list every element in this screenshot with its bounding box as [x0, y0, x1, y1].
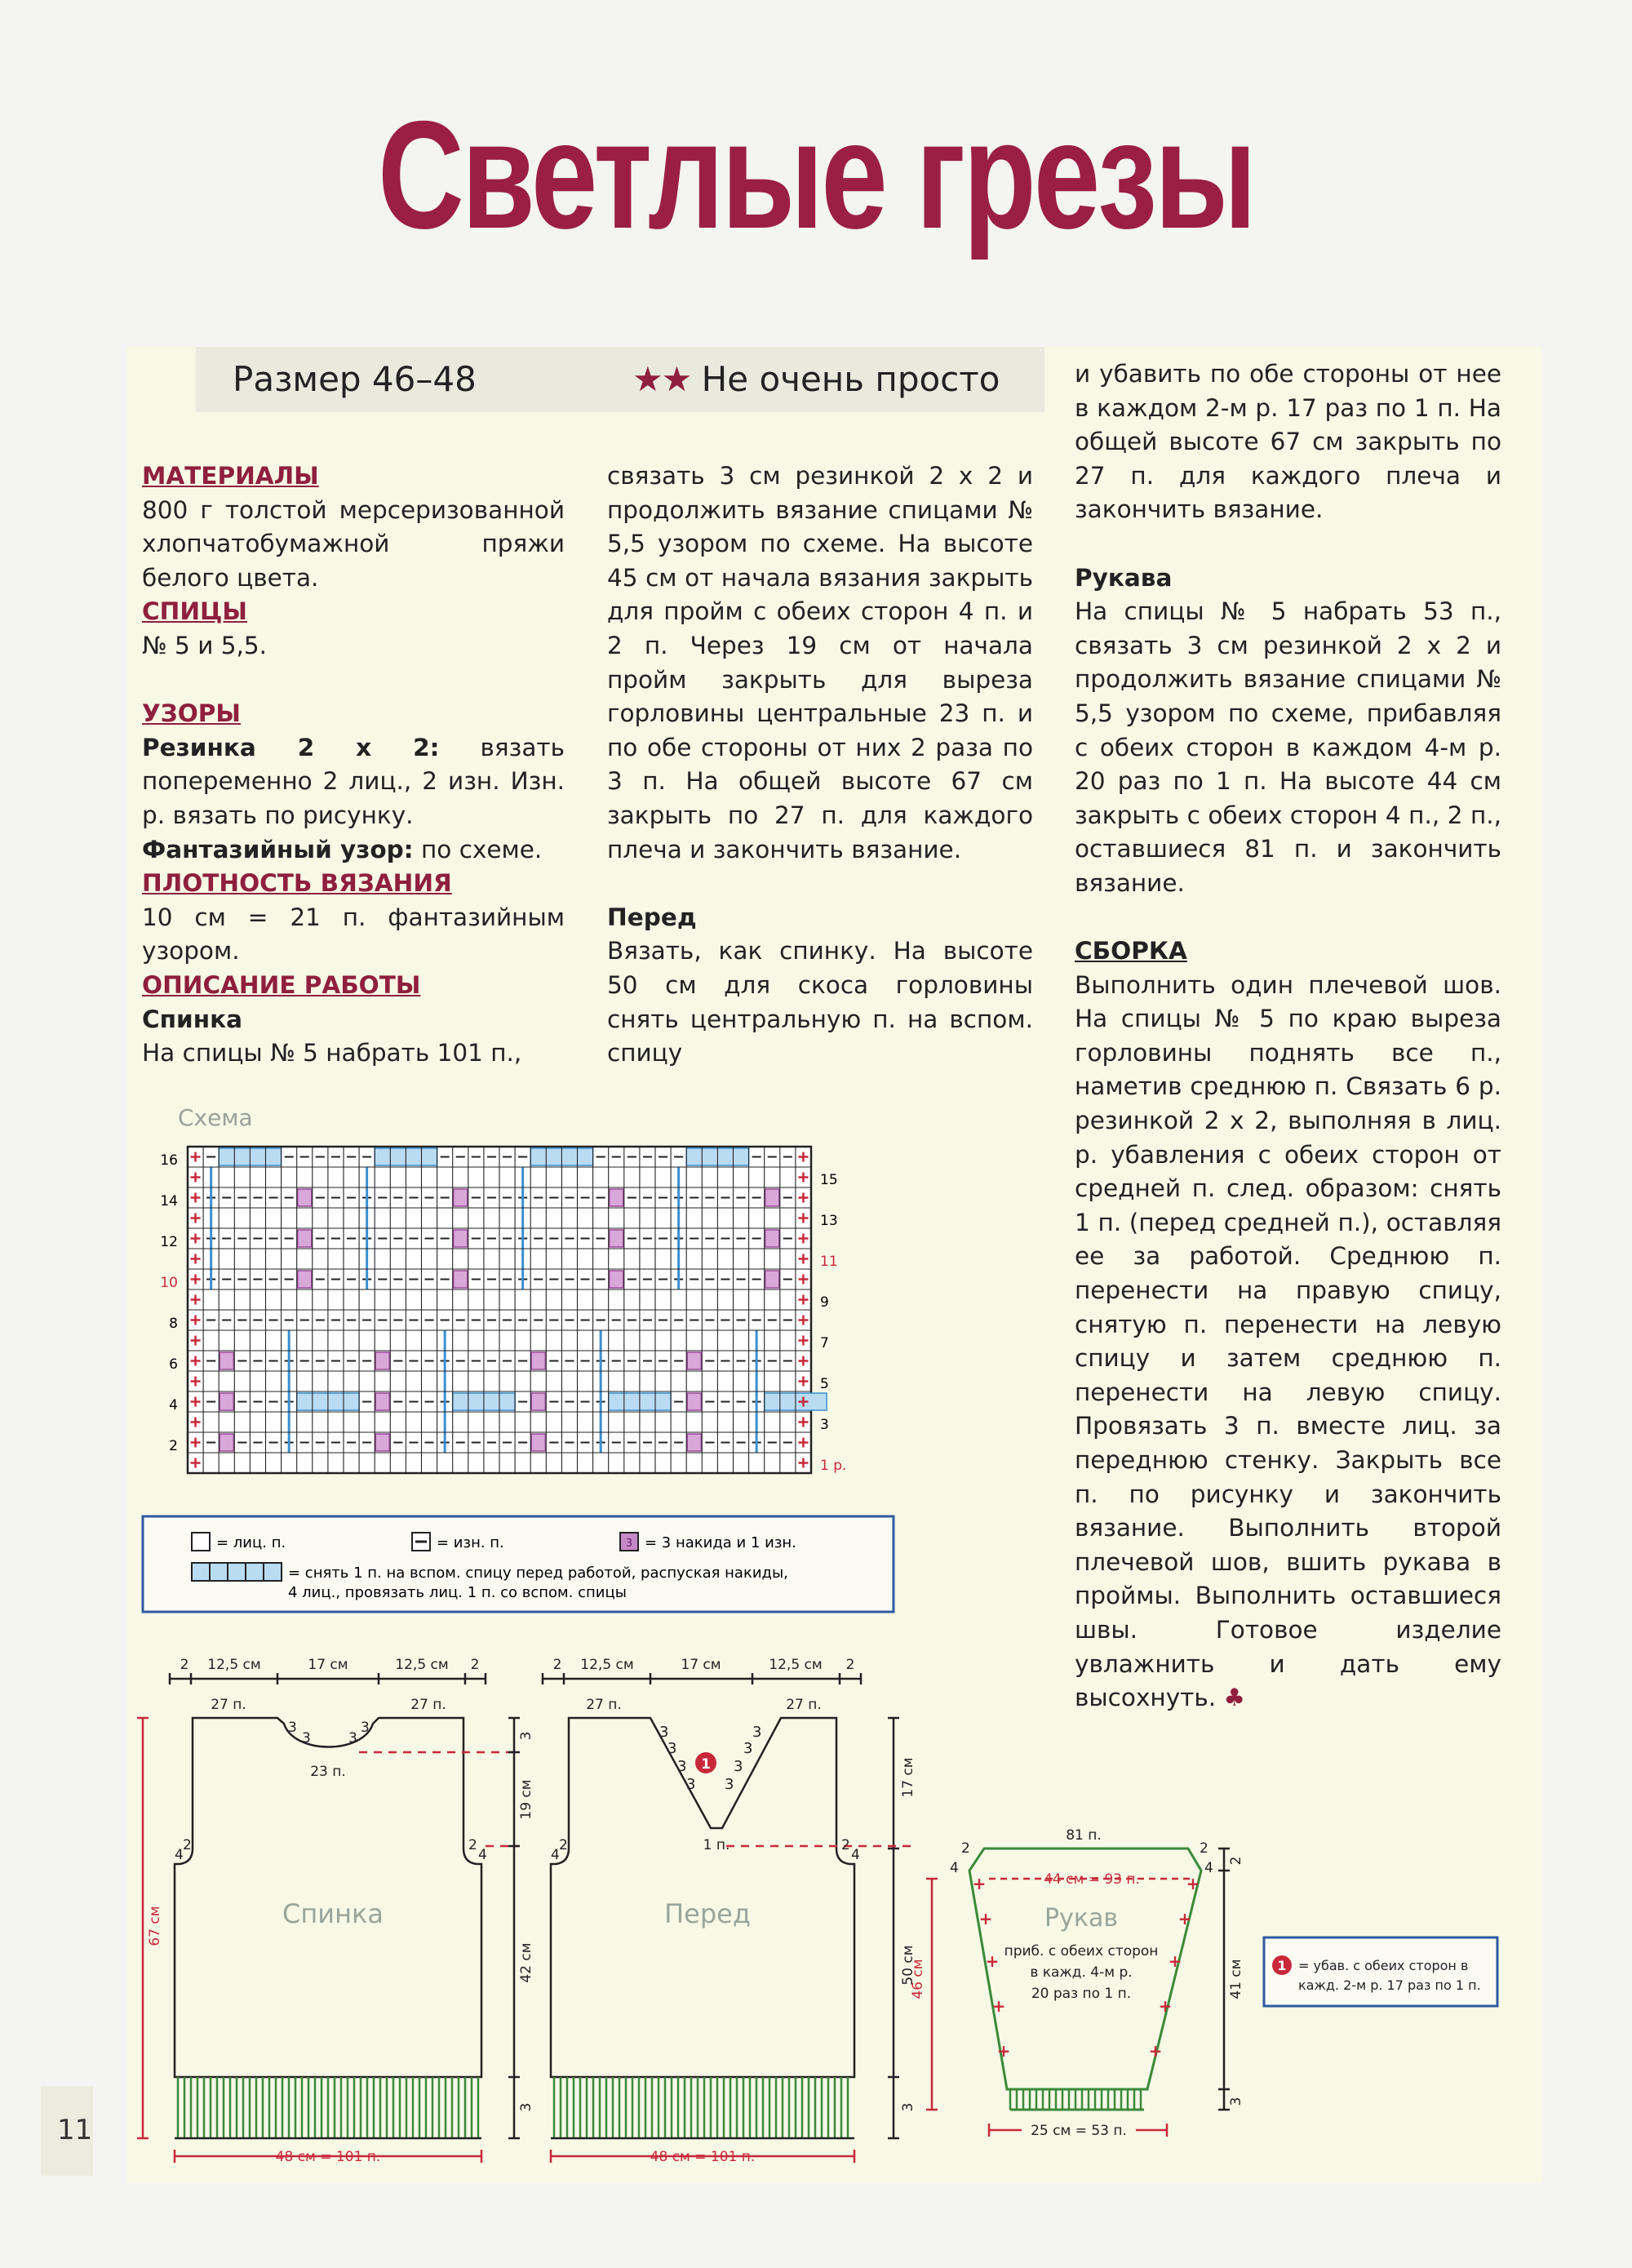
rib-label: Резинка 2 х 2: [142, 733, 440, 761]
assembly-body: Выполнить один плечевой шов. На спицы № 5 по краю выреза горловины поднять все п., наметив среднюю п. Связать 6 р. резинкой 2 х 2, выполняя в лиц. р. убавления с обеих сторон от средней п. след. образом: снять 1 п. (перед средней п.), оставляя ее за работой. Среднюю п. перенести на правую спицу, снятую п. перенести на левую спицу и затем среднюю п. перенести на левую спицу. Провязать 3 п. вместе лиц. за переднюю стенку. Закрыть все п. по рисунку и закончить вязание. Выполнить второй плечевой шов, вшить рукава в проймы. Выполнить оставшиеся швы. Готовое изделие увлажнить и дать ему высохнуть. [1075, 970, 1501, 1712]
back-dim-edge: 2 [180, 1657, 189, 1673]
chart-grid [188, 1147, 827, 1473]
row-label-right: 7 [820, 1335, 829, 1351]
sleeve-height-rib: 3 [1228, 2097, 1244, 2106]
fancy-text: по схеме. [420, 835, 543, 863]
back-ribbing [178, 2077, 478, 2138]
front-center-stitch: 1 п. [703, 1837, 730, 1853]
note-line-2: кажд. 2-м р. 17 раз по 1 п. [1298, 1977, 1481, 1993]
svg-text:3: 3 [743, 1740, 753, 1757]
legend-yo: = 3 накида и 1 изн. [645, 1534, 796, 1551]
front-shoulder-left: 27 п. [586, 1697, 622, 1713]
sleeve-inc-line2: в кажд. 4-м р. [1030, 1964, 1133, 1981]
legend-slip-2: 4 лиц., провязать лиц. 1 п. со вспом. спицы [288, 1584, 627, 1601]
svg-text:3: 3 [667, 1740, 677, 1757]
back-schematic [139, 1640, 534, 2171]
sleeve-width-mid: 44 см = 93 п. [1044, 1871, 1140, 1888]
front-arm-step: 4 [851, 1847, 860, 1863]
column-1 [142, 459, 565, 1071]
row-label-left: 16 [160, 1152, 178, 1169]
svg-text:3: 3 [752, 1724, 762, 1741]
legend-knit-symbol [192, 1533, 210, 1551]
svg-text:3: 3 [686, 1776, 696, 1793]
sleeve-inc-line3: 20 раз по 1 п. [1031, 1986, 1132, 2002]
row-label-left: 12 [160, 1234, 178, 1250]
back-height-body: 42 см [518, 1942, 534, 1983]
legend-purl: = изн. п. [437, 1534, 504, 1551]
row-label-right: 13 [820, 1213, 838, 1229]
back-shoulder-right: 27 п. [410, 1697, 446, 1713]
needles-text: № 5 и 5,5. [142, 631, 268, 659]
front-arm-step: 2 [559, 1837, 568, 1853]
back-heading: Спинка [142, 1005, 243, 1033]
front-arm-step: 4 [551, 1847, 560, 1863]
svg-text:+: + [1168, 1951, 1182, 1971]
page-title: Светлые грезы [377, 89, 1255, 260]
svg-text:+: + [991, 1996, 1006, 2016]
row-label-right: 1 р. [820, 1458, 847, 1474]
patterns-heading: УЗОРЫ [142, 699, 241, 728]
sleeve-step: 2 [1200, 1840, 1208, 1857]
row-label-right: 3 [820, 1417, 829, 1433]
svg-text:+: + [978, 1909, 993, 1928]
materials-heading: МАТЕРИАЛЫ [142, 462, 319, 490]
back-arm-step: 2 [468, 1837, 477, 1853]
front-height-body: 50 см [900, 1945, 916, 1986]
sleeve-step: 4 [1204, 1860, 1213, 1876]
sleeves-text: На спицы № 5 набрать 53 п., связать 3 см резинкой 2 х 2 и продолжить вязание спицами № 5,5 узором по схеме, прибавляя с обеих сторон в каждом 4-м р. 20 раз по 1 п. На высоте 44 см закрыть с обеих сторон 4 п., 2 п., оставшиеся 81 п. и закончить вязание. [1075, 597, 1501, 897]
back-start-text: На спицы № 5 набрать 101 п., [142, 1039, 522, 1067]
row-label-left: 8 [169, 1316, 178, 1332]
sleeve-height-body: 41 см [1228, 1959, 1244, 1999]
needles-heading: СПИЦЫ [142, 597, 247, 626]
description-heading: ОПИСАНИЕ РАБОТЫ [142, 970, 421, 999]
note-line-1: = убав. с обеих сторон в [1298, 1958, 1469, 1973]
svg-text:+: + [1177, 1909, 1192, 1928]
front-label: Перед [664, 1898, 751, 1929]
column-2 [607, 459, 1033, 1071]
front-arm-step: 2 [841, 1837, 850, 1853]
sleeve-step: 2 [961, 1840, 970, 1857]
sleeve-height-cap: 2 [1228, 1856, 1244, 1866]
back-continuation: связать 3 см резинкой 2 х 2 и продолжить вязание спицами № 5,5 узором по схеме. На высоте 45 см от начала вязания закрыть для пройм с обеих сторон 4 п. и 2 п. Через 19 см от начала пройм закрыть для выреза горловины центральные 23 п. и по обе стороны от них 2 раза по 3 п. На общей высоте 67 см закрыть по 27 п. для каждого плеча и закончить вязание. [607, 462, 1033, 863]
row-label-left: 4 [169, 1397, 178, 1414]
row-label-right: 15 [820, 1172, 838, 1188]
front-height-rib: 3 [900, 2102, 916, 2112]
front-heading: Перед [607, 903, 697, 931]
back-neck-step: 3 [348, 1730, 357, 1746]
row-label-left: 10 [160, 1275, 178, 1291]
svg-text:+: + [985, 1951, 1000, 1971]
rib-pattern [142, 731, 565, 833]
assembly-heading: СБОРКА [1075, 937, 1187, 965]
svg-text:+: + [1148, 2041, 1163, 2061]
back-arm-step: 4 [175, 1847, 184, 1863]
front-dim-shoulder: 12,5 см [769, 1657, 823, 1673]
back-height-armhole: 19 см [518, 1779, 534, 1820]
back-height-total: 67 см [147, 1906, 163, 1946]
back-dim-shoulder: 12,5 см [395, 1657, 449, 1673]
difficulty-text: Не очень просто [701, 359, 1000, 399]
svg-text:+: + [1158, 1996, 1173, 2016]
svg-text:3: 3 [677, 1758, 687, 1775]
front-dim-edge: 2 [845, 1657, 855, 1673]
note-marker-number: 1 [1277, 1958, 1287, 1973]
front-schematic [526, 1640, 926, 2171]
front-dim-edge: 2 [552, 1657, 562, 1673]
sleeves-heading: Рукава [1075, 563, 1173, 592]
sleeve-step: 4 [950, 1860, 959, 1876]
back-arm-step: 4 [478, 1847, 487, 1863]
density-text: 10 см = 21 п. фантазийным узором. [142, 903, 565, 965]
chart-title: Схема [178, 1104, 253, 1131]
page-number: 11 [57, 2114, 93, 2146]
row-label-right: 5 [820, 1376, 829, 1392]
size-header [196, 347, 624, 412]
rib-text: вязать попеременно 2 лиц., 2 изн. Изн. р. вязать по рисунку. [142, 733, 565, 829]
front-dim-shoulder: 12,5 см [580, 1657, 634, 1673]
svg-text:+: + [1186, 1874, 1200, 1893]
back-arm-step: 2 [183, 1837, 192, 1853]
front-width: 48 см = 101 п. [650, 2149, 756, 2165]
front-shoulder-right: 27 п. [786, 1697, 822, 1713]
back-neck-center: 23 п. [310, 1764, 346, 1780]
sleeve-ribbing [1010, 2089, 1141, 2110]
legend-slip-symbol [192, 1563, 282, 1581]
front-dim-neck: 17 см [681, 1657, 721, 1673]
sleeve-inc-line1: приб. с обеих сторон [1004, 1943, 1159, 1960]
back-height-shoulder: 3 [518, 1731, 534, 1741]
row-label-right: 11 [820, 1254, 838, 1270]
knitting-chart [126, 1098, 1036, 1620]
front-continuation: и убавить по обе стороны от нее в каждом 2-м р. 17 раз по 1 п. На общей высоте 67 см закрыть по 27 п. для каждого плеча и закончить вязание. [1075, 360, 1501, 524]
legend-knit: = лиц. п. [216, 1534, 286, 1551]
column-3 [1075, 357, 1501, 1715]
row-label-left: 6 [169, 1356, 178, 1373]
back-dim-neck: 17 см [308, 1657, 348, 1673]
back-neck-step: 3 [361, 1720, 370, 1736]
back-shoulder-left: 27 п. [211, 1697, 246, 1713]
size-text: Размер 46–48 [233, 359, 477, 399]
back-dim-edge: 2 [470, 1657, 480, 1673]
row-label-left: 14 [160, 1193, 178, 1209]
sleeve-schematic [898, 1820, 1257, 2146]
sleeve-top: 81 п. [1066, 1827, 1102, 1844]
legend-slip: = снять 1 п. на вспом. спицу перед работой, распуская накиды, [288, 1565, 788, 1582]
end-mark: ♣ [1223, 1684, 1245, 1712]
svg-text:+: + [996, 2041, 1011, 2061]
row-label-right: 9 [820, 1294, 829, 1311]
sleeve-height-total: 46 см [910, 1959, 926, 1999]
front-ribbing [554, 2077, 848, 2138]
svg-text:3: 3 [734, 1758, 743, 1775]
svg-text:3: 3 [659, 1724, 669, 1741]
density-heading: ПЛОТНОСТЬ ВЯЗАНИЯ [142, 869, 452, 898]
fancy-label: Фантазийный узор: [142, 835, 414, 863]
difficulty-header [624, 347, 1044, 412]
back-label: Спинка [282, 1898, 384, 1929]
back-height-rib: 3 [518, 2102, 534, 2112]
assembly-text [1075, 969, 1501, 1715]
back-dim-shoulder: 12,5 см [207, 1657, 261, 1673]
back-neck-step: 3 [288, 1720, 297, 1736]
front-height-neck: 17 см [900, 1757, 916, 1798]
svg-text:+: + [972, 1874, 987, 1893]
back-neck-step: 3 [302, 1730, 311, 1746]
difficulty-stars: ★★ [632, 359, 691, 399]
back-width: 48 см = 101 п. [275, 2149, 381, 2165]
decrease-note [1261, 1934, 1506, 2012]
fancy-pattern [142, 833, 565, 868]
front-text: Вязать, как спинку. На высоте 50 см для скоса горловины снять центральную п. на вспом. спицу [607, 937, 1033, 1067]
sleeve-label: Рукав [1044, 1904, 1119, 1933]
front-marker-number: 1 [701, 1756, 711, 1773]
svg-text:3: 3 [725, 1776, 734, 1793]
materials-text: 800 г толстой мерсеризованной хлопчатобумажной пряжи белого цвета. [142, 495, 565, 592]
row-label-left: 2 [169, 1438, 178, 1454]
legend-yo-glyph: 3 [625, 1538, 633, 1550]
sleeve-width-bottom: 25 см = 53 п. [1031, 2123, 1127, 2139]
